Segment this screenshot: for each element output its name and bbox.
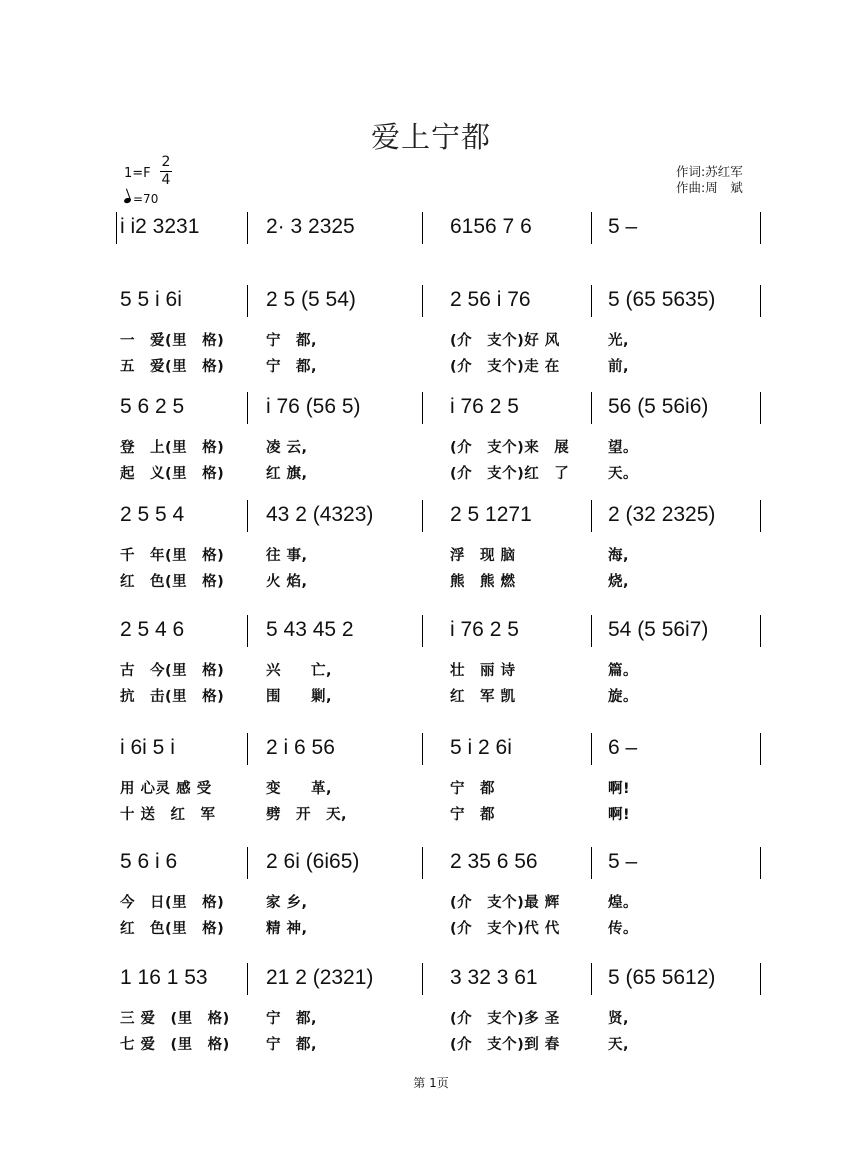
- lyric-segment: 千 年(里 格): [120, 548, 225, 564]
- barline: [247, 500, 248, 532]
- barline: [760, 847, 761, 879]
- measure: 2 56 i 76: [450, 288, 531, 311]
- barline: [247, 733, 248, 765]
- measure: 21 2 (2321): [266, 966, 374, 989]
- barline: [760, 963, 761, 995]
- barline: [591, 500, 592, 532]
- measure: 5 –: [608, 850, 638, 873]
- composer-credit: 作曲:周 斌: [676, 180, 743, 195]
- lyric-segment: 起 义(里 格): [120, 466, 225, 482]
- song-title: 爱上宁都: [370, 120, 491, 154]
- barline: [247, 847, 248, 879]
- measure: 5 5 i 6i: [120, 288, 182, 311]
- barline: [422, 392, 423, 424]
- measure: 5 (65 5612): [608, 966, 716, 989]
- measure: 5 i 2 6i: [450, 736, 512, 759]
- lyric-segment: 旋。: [608, 689, 638, 705]
- lyric-segment: 传。: [608, 921, 638, 937]
- barline: [591, 212, 592, 244]
- barline: [422, 733, 423, 765]
- lyric-segment: 浮 现 脑: [450, 548, 516, 564]
- measure: 2 5 (5 54): [266, 288, 356, 311]
- lyric-segment: 火 焰,: [266, 574, 308, 590]
- lyric-segment: 用 心灵 感 受: [120, 781, 212, 797]
- measure: 43 2 (4323): [266, 503, 374, 526]
- measure: 2 6i (6i65): [266, 850, 360, 873]
- measure: i 76 2 5: [450, 618, 519, 641]
- lyric-segment: 光,: [608, 333, 630, 349]
- measure: 2 (32 2325): [608, 503, 716, 526]
- measure: 2· 3 2325: [266, 215, 355, 238]
- measure: 2 5 1271: [450, 503, 532, 526]
- time-sig-numerator: 2: [161, 154, 171, 170]
- measure: 3 32 3 61: [450, 966, 538, 989]
- lyric-segment: 啊!: [608, 781, 631, 797]
- lyric-segment: 宁 都,: [266, 1011, 318, 1027]
- barline: [760, 733, 761, 765]
- lyric-segment: 望。: [608, 440, 638, 456]
- time-signature: [158, 154, 174, 189]
- lyric-segment: 古 今(里 格): [120, 663, 225, 679]
- barline: [760, 212, 761, 244]
- measure: i i2 3231: [120, 215, 200, 238]
- lyric-segment: 登 上(里 格): [120, 440, 225, 456]
- lyric-segment: 抗 击(里 格): [120, 689, 225, 705]
- barline: [591, 733, 592, 765]
- lyric-segment: 烧,: [608, 574, 630, 590]
- barline: [422, 615, 423, 647]
- lyric-segment: 五 爱(里 格): [120, 359, 225, 375]
- page-number: 第 1页: [413, 1076, 449, 1090]
- measure: 5 43 45 2: [266, 618, 354, 641]
- barline: [760, 615, 761, 647]
- lyric-segment: 宁 都: [450, 781, 495, 797]
- lyric-segment: 贤,: [608, 1011, 630, 1027]
- lyric-segment: (介 支个)红 了: [450, 466, 570, 482]
- lyric-segment: 凌 云,: [266, 440, 308, 456]
- time-sig-denominator: 4: [161, 172, 171, 188]
- lyric-segment: (介 支个)来 展: [450, 440, 570, 456]
- lyric-segment: 宁 都,: [266, 359, 318, 375]
- barline: [760, 392, 761, 424]
- measure: 5 6 i 6: [120, 850, 178, 873]
- measure: 2 5 5 4: [120, 503, 185, 526]
- lyric-segment: 红 色(里 格): [120, 921, 225, 937]
- lyric-segment: 变 革,: [266, 781, 333, 797]
- lyric-segment: 篇。: [608, 663, 638, 679]
- lyric-segment: 三 爱 (里 格): [120, 1011, 230, 1027]
- lyric-segment: 围 剿,: [266, 689, 333, 705]
- barline: [247, 615, 248, 647]
- lyric-segment: 红 军 凯: [450, 689, 516, 705]
- lyric-segment: 宁 都,: [266, 1037, 318, 1053]
- barline: [247, 212, 248, 244]
- measure: 5 –: [608, 215, 638, 238]
- lyric-segment: 天,: [608, 1037, 630, 1053]
- measure: 6156 7 6: [450, 215, 532, 238]
- lyric-segment: 红 色(里 格): [120, 574, 225, 590]
- tempo-value: =70: [133, 192, 159, 206]
- lyric-segment: 熊 熊 燃: [450, 574, 516, 590]
- lyric-segment: (介 支个)多 圣: [450, 1011, 560, 1027]
- lyric-segment: 今 日(里 格): [120, 895, 225, 911]
- lyric-segment: 往 事,: [266, 548, 308, 564]
- lyric-segment: 天。: [608, 466, 638, 482]
- lyric-segment: 七 爱 (里 格): [120, 1037, 230, 1053]
- lyric-segment: 海,: [608, 548, 630, 564]
- measure: i 76 2 5: [450, 395, 519, 418]
- barline: [591, 963, 592, 995]
- lyric-segment: 宁 都: [450, 807, 495, 823]
- measure: 56 (5 56i6): [608, 395, 709, 418]
- barline: [422, 285, 423, 317]
- lyric-segment: (介 支个)最 辉: [450, 895, 560, 911]
- measure: 54 (5 56i7): [608, 618, 709, 641]
- measure: i 6i 5 i: [120, 736, 175, 759]
- lyric-segment: 啊!: [608, 807, 631, 823]
- lyric-segment: 劈 开 天,: [266, 807, 348, 823]
- measure: 1 16 1 53: [120, 966, 208, 989]
- tempo-marking: [124, 192, 158, 206]
- barline: [247, 285, 248, 317]
- barline: [760, 285, 761, 317]
- barline: [116, 212, 117, 244]
- barline: [591, 392, 592, 424]
- key-signature: 1=F: [124, 166, 151, 181]
- lyricist-credit: 作词:苏红军: [676, 164, 743, 179]
- lyric-segment: 一 爱(里 格): [120, 333, 225, 349]
- quarter-note-icon: [123, 197, 131, 204]
- barline: [422, 212, 423, 244]
- measure: 6 –: [608, 736, 638, 759]
- lyric-segment: 前,: [608, 359, 630, 375]
- lyric-segment: 兴 亡,: [266, 663, 333, 679]
- measure: 2 5 4 6: [120, 618, 185, 641]
- barline: [760, 500, 761, 532]
- barline: [591, 847, 592, 879]
- lyric-segment: 红 旗,: [266, 466, 308, 482]
- lyric-segment: 宁 都,: [266, 333, 318, 349]
- lyric-segment: 十 送 红 军: [120, 807, 216, 823]
- measure: 2 i 6 56: [266, 736, 335, 759]
- barline: [247, 963, 248, 995]
- lyric-segment: 煌。: [608, 895, 638, 911]
- barline: [422, 500, 423, 532]
- measure: 2 35 6 56: [450, 850, 538, 873]
- lyric-segment: 家 乡,: [266, 895, 308, 911]
- lyric-segment: 壮 丽 诗: [450, 663, 516, 679]
- credits: [676, 164, 743, 196]
- lyric-segment: (介 支个)走 在: [450, 359, 560, 375]
- lyric-segment: (介 支个)代 代: [450, 921, 560, 937]
- lyric-segment: (介 支个)到 春: [450, 1037, 560, 1053]
- barline: [422, 847, 423, 879]
- barline: [422, 963, 423, 995]
- measure: 5 (65 5635): [608, 288, 716, 311]
- barline: [591, 285, 592, 317]
- barline: [591, 615, 592, 647]
- lyric-segment: 精 神,: [266, 921, 308, 937]
- barline: [247, 392, 248, 424]
- lyric-segment: (介 支个)好 风: [450, 333, 560, 349]
- measure: 5 6 2 5: [120, 395, 185, 418]
- measure: i 76 (56 5): [266, 395, 361, 418]
